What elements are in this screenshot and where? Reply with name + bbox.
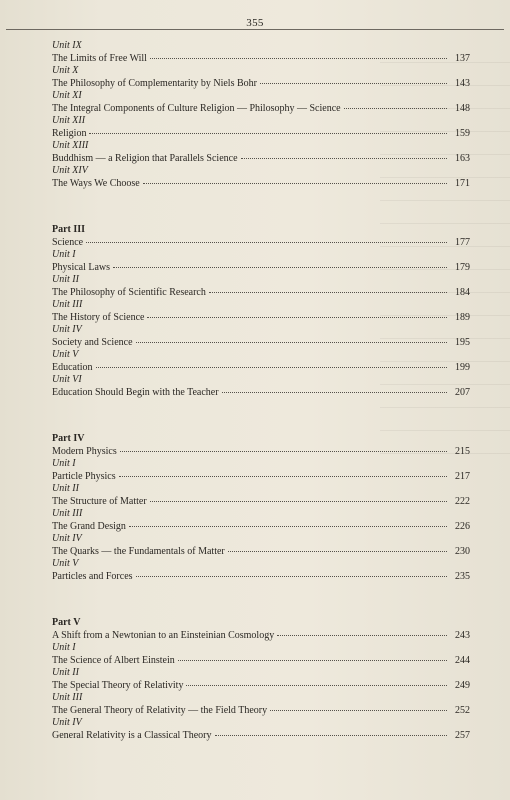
toc-section [52,224,470,399]
entry-page-number: 177 [455,237,470,248]
toc-entry [52,470,470,483]
unit-label: Unit I [52,458,76,469]
dot-leader [119,476,447,477]
toc-entry [52,361,470,374]
part-heading: Part III [52,224,86,235]
entry-page-number: 184 [455,287,470,298]
entry-title: The Philosophy of Complementarity by Niels Bohr [52,78,257,89]
entry-title: The Grand Design [52,521,126,532]
unit-label: Unit XIII [52,140,89,151]
toc-entry [52,445,470,458]
unit-label: Unit XII [52,115,86,126]
unit-label: Unit IV [52,717,82,728]
toc-section [52,617,470,742]
entry-title: Science [52,237,84,248]
entry-title: The Ways We Choose [52,178,140,189]
entry-page-number: 207 [455,387,470,398]
dot-leader [186,685,447,686]
unit-label: Unit II [52,483,79,494]
unit-label: Unit I [52,249,76,260]
dot-leader [113,267,447,268]
page-number: 355 [246,17,264,29]
unit-label: Unit V [52,558,79,569]
dot-leader [270,710,447,711]
entry-page-number: 252 [455,705,470,716]
unit-label: Unit XI [52,90,82,101]
dot-leader [228,551,447,552]
entry-title: A Shift from a Newtonian to an Einsteinian Cosmology [52,630,275,641]
entry-title: The Special Theory of Relativity [52,680,184,691]
entry-page-number: 235 [455,571,470,582]
toc-entry [52,704,470,717]
toc-entry [52,261,470,274]
unit-label: Unit VI [52,374,82,385]
dot-leader [222,392,447,393]
dot-leader [209,292,447,293]
dot-leader [143,183,447,184]
entry-page-number: 249 [455,680,470,691]
toc-entry [52,311,470,324]
entry-page-number: 137 [455,53,470,64]
dot-leader [260,83,447,84]
entry-title: The Philosophy of Scientific Research [52,287,206,298]
entry-page-number: 159 [455,128,470,139]
entry-title: The History of Science [52,312,145,323]
entry-title: The Structure of Matter [52,496,147,507]
entry-page-number: 222 [455,496,470,507]
dot-leader [150,501,447,502]
entry-title: Education Should Begin with the Teacher [52,387,219,398]
toc-entry [52,520,470,533]
toc-entry [52,386,470,399]
entry-title: Modern Physics [52,446,117,457]
entry-title: Society and Science [52,337,133,348]
unit-label: Unit II [52,667,79,678]
entry-title: The Limits of Free Will [52,53,147,64]
toc-entry [52,102,470,115]
entry-page-number: 257 [455,730,470,741]
header-rule [6,29,504,30]
entry-title: Particle Physics [52,471,116,482]
unit-label: Unit III [52,508,83,519]
unit-label: Unit III [52,692,83,703]
entry-title: The General Theory of Relativity — the Field Theory [52,705,268,716]
entry-title: Physical Laws [52,262,111,273]
unit-label: Unit IV [52,533,82,544]
toc-entry [52,336,470,349]
entry-page-number: 217 [455,471,470,482]
entry-page-number: 226 [455,521,470,532]
unit-label: Unit XIV [52,165,88,176]
dot-leader [178,660,447,661]
dot-leader [344,108,447,109]
toc-entry [52,236,470,249]
entry-page-number: 163 [455,153,470,164]
toc-entry [52,570,470,583]
toc-section [52,433,470,583]
unit-label: Unit IX [52,40,82,51]
dot-leader [86,242,447,243]
entry-page-number: 215 [455,446,470,457]
dot-leader [150,58,447,59]
table-of-contents [52,40,470,776]
entry-page-number: 148 [455,103,470,114]
unit-label: Unit IV [52,324,82,335]
entry-page-number: 179 [455,262,470,273]
toc-entry [52,495,470,508]
entry-title: The Science of Albert Einstein [52,655,175,666]
entry-title: General Relativity is a Classical Theory [52,730,212,741]
entry-page-number: 243 [455,630,470,641]
dot-leader [136,576,447,577]
dot-leader [136,342,447,343]
toc-entry [52,286,470,299]
toc-entry [52,629,470,642]
dot-leader [215,735,448,736]
dot-leader [89,133,447,134]
toc-entry [52,177,470,190]
entry-page-number: 189 [455,312,470,323]
dot-leader [147,317,447,318]
part-heading: Part IV [52,433,85,444]
toc-entry [52,729,470,742]
toc-entry [52,679,470,692]
entry-page-number: 244 [455,655,470,666]
toc-entry [52,127,470,140]
toc-entry [52,545,470,558]
entry-page-number: 195 [455,337,470,348]
unit-label: Unit X [52,65,79,76]
dot-leader [241,158,447,159]
entry-title: The Quarks — the Fundamentals of Matter [52,546,225,557]
toc-section [52,40,470,190]
unit-label: Unit III [52,299,83,310]
toc-entry [52,654,470,667]
dot-leader [277,635,447,636]
entry-page-number: 143 [455,78,470,89]
unit-label: Unit V [52,349,79,360]
entry-title: Religion [52,128,87,139]
dot-leader [96,367,447,368]
unit-label: Unit II [52,274,79,285]
entry-page-number: 171 [455,178,470,189]
part-heading: Part V [52,617,81,628]
entry-title: Particles and Forces [52,571,133,582]
toc-entry [52,152,470,165]
entry-title: Education [52,362,93,373]
dot-leader [129,526,447,527]
entry-title: The Integral Components of Culture Religion — Philosophy — Science [52,103,341,114]
unit-label: Unit I [52,642,76,653]
toc-entry [52,52,470,65]
entry-title: Buddhism — a Religion that Parallels Science [52,153,238,164]
entry-page-number: 199 [455,362,470,373]
toc-entry [52,77,470,90]
entry-page-number: 230 [455,546,470,557]
dot-leader [120,451,447,452]
